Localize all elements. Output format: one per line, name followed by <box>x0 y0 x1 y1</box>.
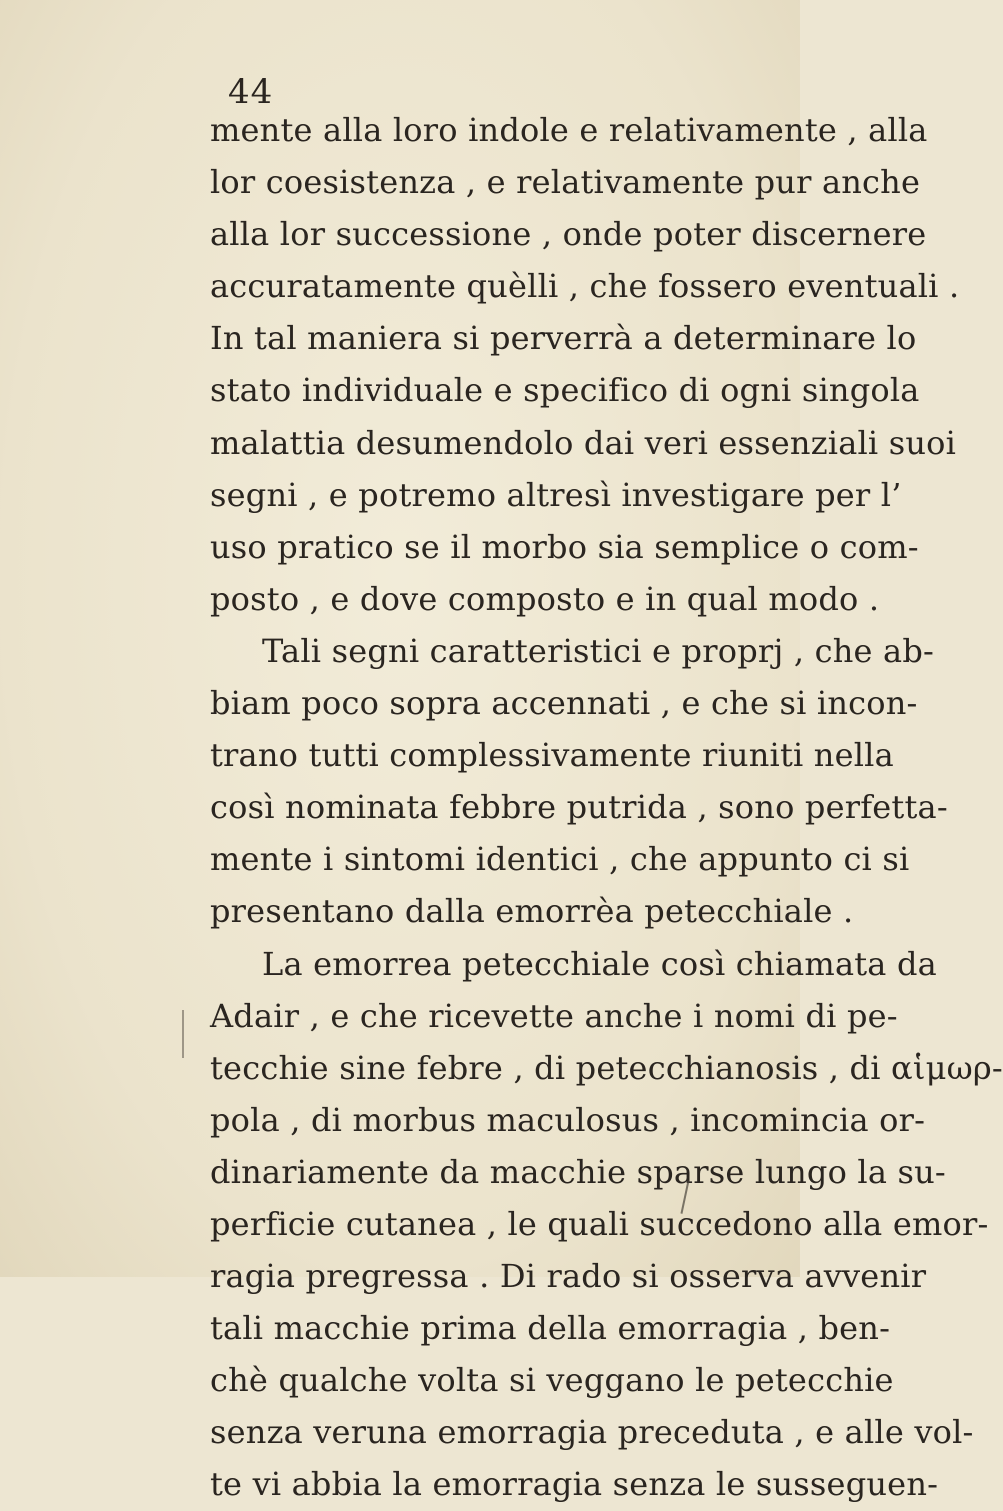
text-line: accuratamente quèlli , che fossero eventuali . <box>210 267 960 306</box>
text-line: alla lor successione , onde poter discernere <box>210 215 927 254</box>
text-line: stato individuale e specifico di ogni singola <box>210 371 920 410</box>
body-text <box>210 104 1003 1511</box>
text-line: perficie cutanea , le quali succedono alla emor- <box>210 1204 989 1243</box>
text-line: uso pratico se il morbo sia semplice o com- <box>210 527 919 566</box>
text-line: In tal maniera si perverrà a determinare lo <box>210 319 917 358</box>
margin-mark <box>182 1010 184 1058</box>
text-line: ragia pregressa . Di rado si osserva avvenir <box>210 1257 927 1296</box>
text-line: tecchie sine febre , di petecchianosis , di αἱμωρ- <box>210 1048 1003 1087</box>
text-line: così nominata febbre putrida , sono perfetta- <box>210 788 948 827</box>
text-line: segni , e potremo altresì investigare per l’ <box>210 475 902 514</box>
paragraph-start-line: Tali segni caratteristici e proprj , che ab- <box>262 631 935 670</box>
text-line: lor coesistenza , e relativamente pur anche <box>210 163 921 202</box>
text-line: senza veruna emorragia preceduta , e alle vol- <box>210 1413 974 1452</box>
text-line: trano tutti complessivamente riuniti nella <box>210 736 894 775</box>
text-line: mente alla loro indole e relativamente , alla <box>210 111 928 149</box>
text-line: malattia desumendolo dai veri essenziali suoi <box>210 423 957 462</box>
text-line: te vi abbia la emorragia senza le susseguen- <box>210 1465 939 1504</box>
text-line: biam poco sopra accennati , e che si incon- <box>210 684 918 723</box>
text-line: posto , e dove composto e in qual modo . <box>210 579 880 618</box>
text-line: Adair , e che ricevette anche i nomi di pe- <box>210 996 898 1035</box>
text-line: dinariamente da macchie sparse lungo la su- <box>210 1152 946 1191</box>
page-number: 44 <box>228 72 274 112</box>
text-line: presentano dalla emorrèa petecchiale . <box>210 892 854 931</box>
text-line: mente i sintomi identici , che appunto ci si <box>210 840 910 879</box>
text-line: tali macchie prima della emorragia , ben- <box>210 1309 891 1348</box>
paragraph-start-line: La emorrea petecchiale così chiamata da <box>262 944 937 983</box>
text-line: pola , di morbus maculosus , incomincia or- <box>210 1100 926 1139</box>
text-line: chè qualche volta si veggano le petecchie <box>210 1361 894 1400</box>
